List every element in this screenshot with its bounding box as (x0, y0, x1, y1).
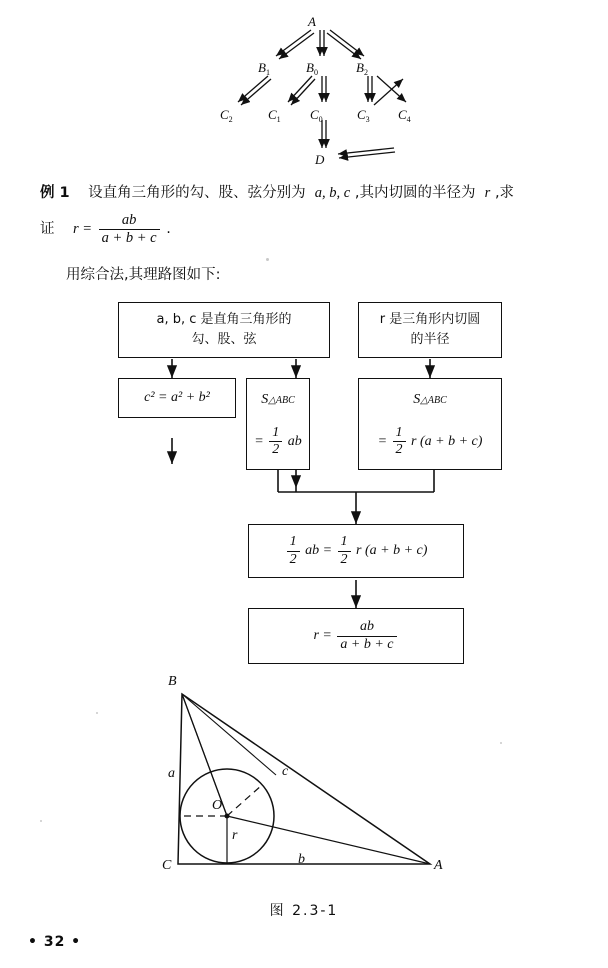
synthesis-flowchart (0, 292, 608, 680)
tree-node-B0: $B_0$ (306, 60, 318, 77)
flow-box-area-equation (248, 524, 464, 578)
proof-statement-line (40, 212, 576, 246)
flow-box-given-radius-line2: 的半径 (410, 332, 450, 347)
figure-label-side-a: a (168, 766, 175, 781)
example-text-3: ,求 (494, 185, 515, 201)
scan-speck (266, 258, 269, 261)
figure-label-O: O (212, 798, 223, 813)
tree-node-D: D (315, 152, 325, 167)
flow-box-area-radius-symbol: S△ABC (413, 391, 447, 407)
derivation-tree-diagram (180, 8, 460, 188)
scan-speck (40, 820, 42, 822)
tree-node-B1: $B_1$ (258, 60, 270, 77)
figure-label-A: A (434, 858, 443, 873)
proof-fraction (99, 212, 160, 246)
page-number: • 32 • (28, 934, 82, 950)
tree-node-C2: $C_2$ (220, 107, 233, 124)
scan-speck (96, 712, 98, 714)
figure-label-side-b: b (298, 852, 305, 867)
flow-box-result (248, 608, 464, 664)
figure-label-side-c: c (282, 764, 289, 779)
flow-box-area-radius (358, 378, 502, 470)
example-text-2: ,其内切圆的半径为 (354, 185, 476, 201)
proof-period: . (166, 221, 171, 238)
triangle-incircle-drawing (90, 676, 490, 891)
tree-node-C0: $C_0$ (310, 107, 323, 124)
flow-box-result-expr: r = $\frac{ab}{a + b + c}$ (313, 619, 398, 652)
flow-box-area-sides-symbol: S△ABC (261, 391, 295, 407)
figure-caption: 图 2.3-1 (269, 903, 339, 919)
flow-box-area-equation-expr: $\frac{1}{2}$ ab = $\frac{1}{2}$ r (a + b + c) (285, 534, 428, 567)
figure-label-radius-r: r (232, 828, 238, 843)
tree-node-A: A (308, 14, 316, 29)
flow-box-area-sides (246, 378, 310, 470)
method-line-text: 用综合法,其理路图如下: (66, 267, 221, 283)
proof-equation-lhs: r = (72, 221, 92, 238)
flow-box-pythagorean-math: c² = a² + b² (144, 390, 210, 405)
proof-lead-label: 证 (40, 221, 55, 238)
example-label: 例 1 (40, 185, 70, 201)
example-text-1: 设直角三角形的勾、股、弦分别为 (88, 185, 306, 201)
proof-fraction-numerator: ab (121, 212, 137, 228)
flow-box-pythagorean (118, 378, 236, 418)
flow-box-given-radius-line1: r 是三角形内切圆 (379, 312, 481, 327)
tree-node-C3: $C_3$ (357, 107, 370, 124)
proof-fraction-denominator: a + b + c (99, 229, 160, 247)
tree-node-C1: $C_1$ (268, 107, 281, 124)
figure-label-B: B (168, 674, 177, 689)
method-line (66, 262, 566, 288)
example-radius-symbol: r (484, 185, 491, 201)
triangle-incircle-figure (90, 676, 490, 891)
flow-box-given-sides-line1: a, b, c 是直角三角形的 (156, 312, 292, 327)
scan-speck (500, 742, 502, 744)
example-variables: a, b, c (314, 185, 351, 201)
tree-node-C4: $C_4$ (398, 107, 411, 124)
flow-box-area-sides-expr: = $\frac{1}{2}$ ab (254, 424, 302, 457)
example-paragraph (40, 180, 576, 206)
tree-node-B2: $B_2$ (356, 60, 368, 77)
figure-label-C: C (162, 858, 172, 873)
flow-box-given-sides-line2: 勾、股、弦 (191, 332, 257, 347)
flow-box-area-radius-expr: = $\frac{1}{2}$ r (a + b + c) (377, 424, 483, 457)
